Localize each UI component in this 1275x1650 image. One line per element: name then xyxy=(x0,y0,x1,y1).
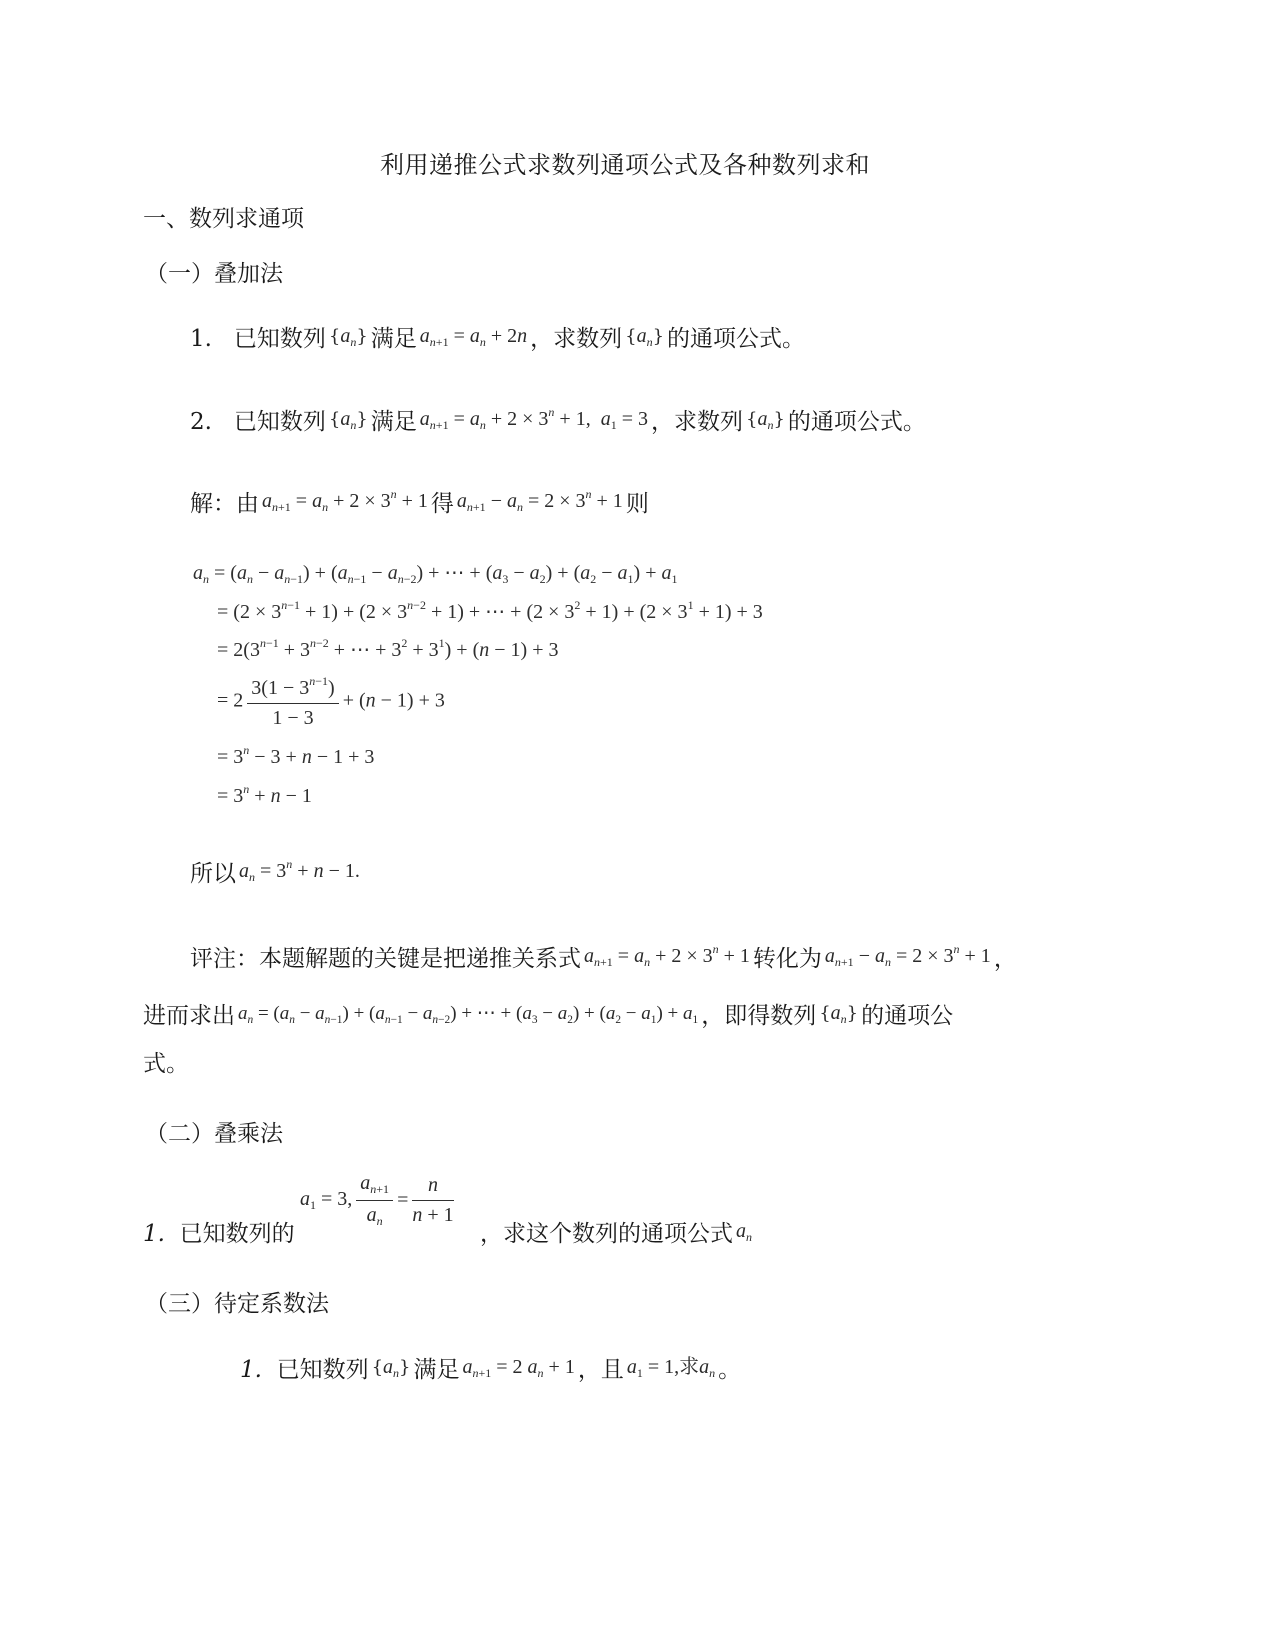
math-recurrence: $a_{n+1} = a_n + 2 \times 3^n + 1$ xyxy=(584,942,750,970)
math-general-term: $a_n$ xyxy=(736,1220,752,1245)
comment-line-2 xyxy=(143,997,953,1030)
fraction: $\frac{3(1 - 3^{n-1})}{1 - 3}$ xyxy=(247,674,338,730)
subsection-heading: （三）待定系数法 xyxy=(145,1291,329,1317)
question-text: 。 xyxy=(718,1357,742,1383)
comment-text: ，即得数列 xyxy=(701,1003,817,1029)
question-text: 的通项公式。 xyxy=(667,326,806,352)
solution-intro xyxy=(190,485,649,518)
question-text: ，且 xyxy=(577,1357,624,1383)
solution-text: 解：由 xyxy=(190,491,259,517)
derivation-line-1: $a_n = (a_n - a_{n-1}) + (a_{n-1} - a_{n-2})$ + ⋯ + $(a_3 - a_2) + (a_2 - a_1) + a_1$ xyxy=(193,562,678,587)
math-sequence: $\{a_n\}$ xyxy=(328,325,368,350)
comment-line-3: 式。 xyxy=(143,1051,189,1077)
solution-text: 得 xyxy=(430,491,454,517)
question-number: 1. xyxy=(143,1221,165,1247)
math-sequence: $\{a_n\}$ xyxy=(328,408,368,433)
question-text: 已知数列 xyxy=(276,1357,369,1383)
question-text: ，求数列 xyxy=(650,409,743,435)
math-difference: $a_{n+1} - a_n = 2 \times 3^n + 1$ xyxy=(824,942,991,970)
derivation-line-3: = $2(3^{n-1} + 3^{n-2}$ + ⋯ + $3^2 + 3^1) + (n - 1) + 3$ xyxy=(217,636,559,661)
subsection-heading: （二）叠乘法 xyxy=(145,1121,283,1147)
fraction: $\frac{n}{n + 1}$ xyxy=(412,1174,454,1227)
comment-line-1 xyxy=(190,940,1017,973)
derivation-line-5: = $3^n - 3 + n - 1 + 3$ xyxy=(217,743,375,768)
question-2 xyxy=(190,403,926,436)
comment-text: 评注：本题解题的关键是把递推关系式 xyxy=(190,946,581,972)
question-number: 2. xyxy=(190,409,212,435)
question-text: 的通项公式。 xyxy=(787,409,926,435)
subsection-heading: （一）叠加法 xyxy=(145,261,283,287)
conclusion-text: 所以 xyxy=(190,861,236,887)
question-text: 已知数列 xyxy=(233,326,326,352)
comment-text: 转化为 xyxy=(752,946,822,972)
solution-text: 则 xyxy=(625,491,649,517)
question-text: 满足 xyxy=(370,409,417,435)
question-3-tail xyxy=(480,1215,755,1248)
math-recurrence: $a_{n+1} = 2$ $a_n + 1$ xyxy=(462,1356,575,1381)
question-text: 已知数列的 xyxy=(179,1221,295,1247)
document-title: 利用递推公式求数列通项公式及各种数列求和 xyxy=(380,151,870,179)
comment-text: ， xyxy=(993,946,1017,972)
fraction: $\frac{a_{n+1}}{a_n}$ xyxy=(356,1172,393,1229)
comment-text: 进而求出 xyxy=(143,1003,235,1029)
derivation-line-2: = $(2 \times 3^{n-1} + 1) + (2 \times 3^{n-2} + 1)$ + ⋯ + $(2 \times 3^2 + 1) + (2 \times 3^1 + 1) + 3$ xyxy=(217,598,763,623)
question-3 xyxy=(143,1215,295,1248)
math-initial-condition: $a_1 = 1$,求$a_n$ xyxy=(626,1356,716,1381)
question-1 xyxy=(190,320,805,353)
math-recurrence: $a_{n+1} = a_n + 2n$ xyxy=(419,325,528,350)
math-sequence: $\{a_n\}$ xyxy=(819,1002,859,1027)
comment-text: 的通项公 xyxy=(861,1003,954,1029)
math-sequence: $\{a_n\}$ xyxy=(371,1356,411,1381)
question-number: 1. xyxy=(190,326,212,352)
question-text: ，求这个数列的通项公式 xyxy=(480,1221,733,1247)
math-recurrence: $a_{n+1} = a_n + 2 \times 3^n + 1$, $a_1 = 3$ xyxy=(419,405,648,433)
math-sequence: $\{a_n\}$ xyxy=(745,408,785,433)
question-text: ，求数列 xyxy=(530,326,623,352)
section-heading: 一、数列求通项 xyxy=(143,206,304,232)
math-result: $a_n = 3^n + n - 1$. xyxy=(239,857,360,885)
derivation-line-4: = 2 $\frac{3(1 - 3^{n-1})}{1 - 3}$ + (n − 1) + 3 xyxy=(217,674,445,729)
conclusion xyxy=(190,855,363,888)
question-text: 满足 xyxy=(413,1357,460,1383)
question-text: 已知数列 xyxy=(233,409,326,435)
math-sequence: $\{a_n\}$ xyxy=(625,325,665,350)
question-number: 1. xyxy=(240,1357,262,1383)
question-text: 满足 xyxy=(370,326,417,352)
question-4 xyxy=(240,1350,741,1384)
math-ratio: $a_1 = 3$, $\frac{a_{n+1}}{a_n}$ = $\frac{n}{n + 1}$ xyxy=(300,1172,454,1229)
math-telescoping-sum: $a_n = (a_n - a_{n-1}) + (a_{n-1} - a_{n-2})$ + ⋯ + $(a_3 - a_2) + (a_2 - a_1) + a_1$ xyxy=(238,1003,699,1026)
math-difference: $a_{n+1} - a_n = 2 \times 3^n + 1$ xyxy=(456,487,623,515)
math-recurrence: $a_{n+1} = a_n + 2 \times 3^n + 1$ xyxy=(262,487,428,515)
derivation-line-6: = $3^n + n - 1$ xyxy=(217,782,312,807)
